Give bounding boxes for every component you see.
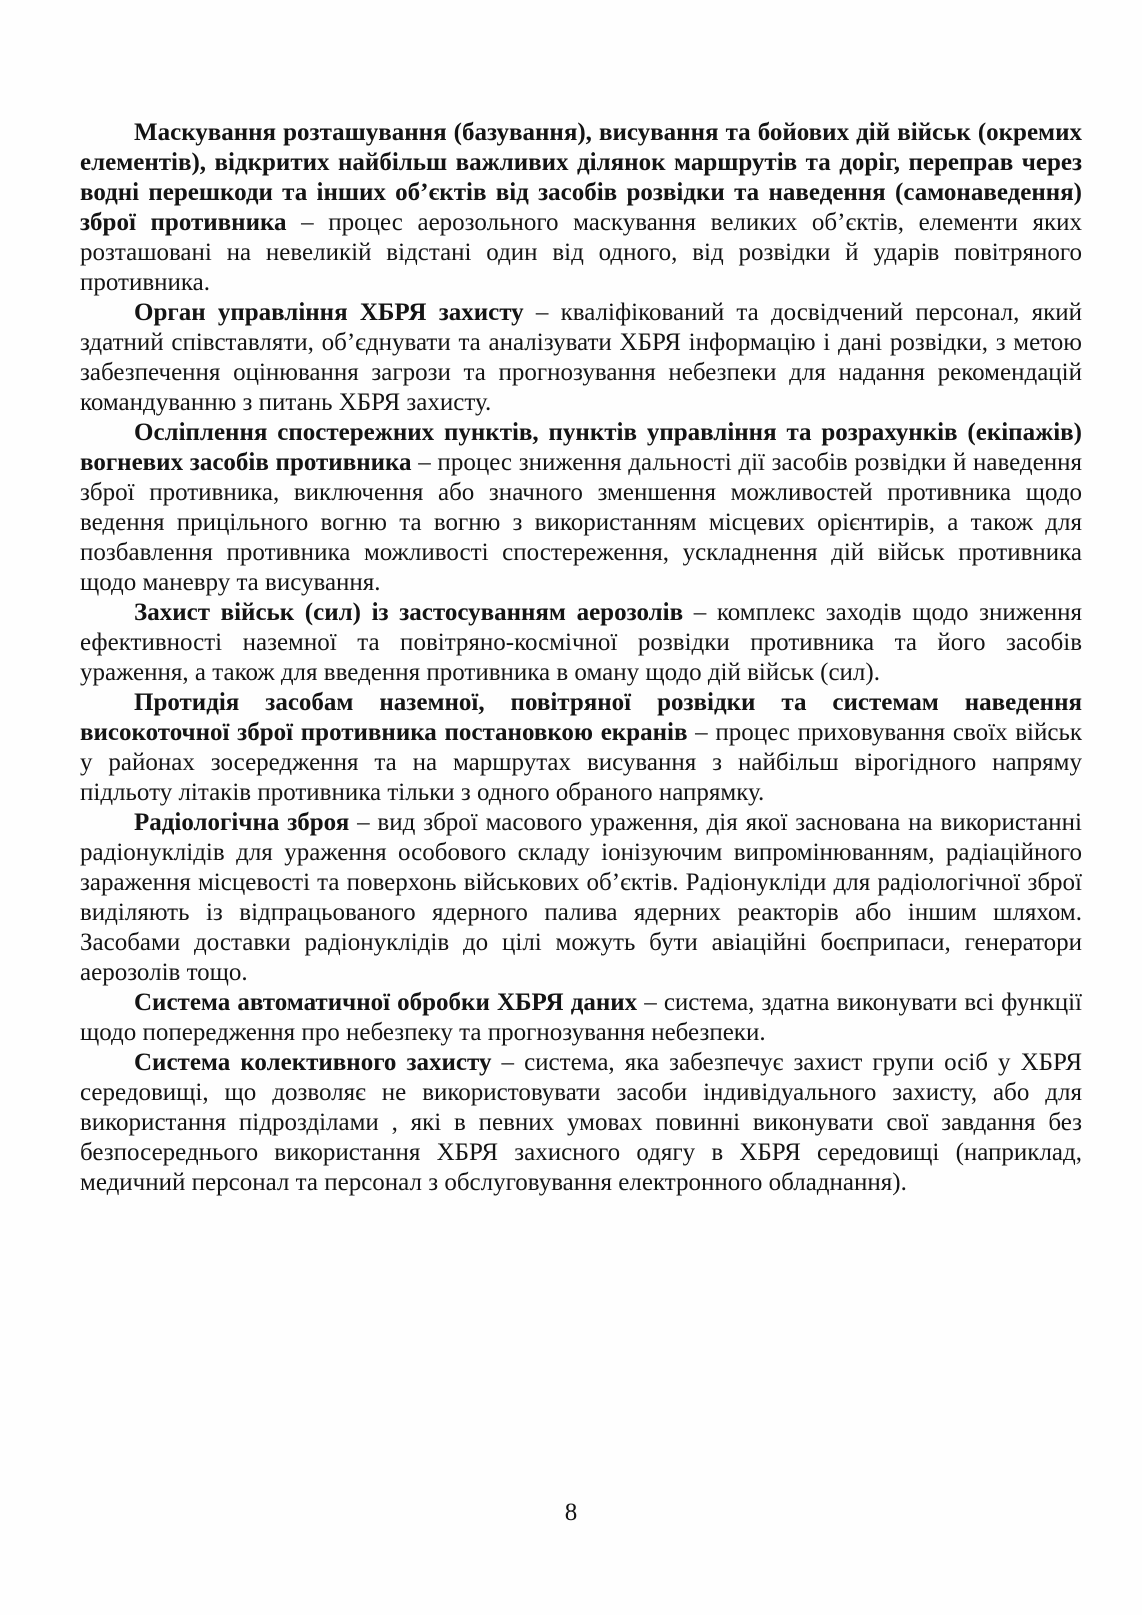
- definition-text: – процес аерозольного маскування великих об’єктів, елементи яких розташовані на невеликій відстані один від одного, від розвідки й ударів повітряного противника.: [80, 209, 1082, 296]
- page-number: 8: [564, 1499, 578, 1526]
- document-body: [80, 118, 1082, 1198]
- definition-paragraph: [80, 418, 1082, 598]
- term-text: Протидія засобам наземної, повітряної розвідки та системам наведення високоточної зброї противника постановкою екранів: [80, 689, 1082, 746]
- definition-paragraph: [80, 298, 1082, 418]
- definition-text: – кваліфікований та досвідчений персонал, який здатний співставляти, об’єднувати та аналізувати ХБРЯ інформацію і дані розвідки, з метою забезпечення оцінювання загрози та прогнозування небезпеки для надання рекомендацій командуванню з питань ХБРЯ захисту.: [80, 299, 1082, 416]
- definition-text: – комплекс заходів щодо зниження ефективності наземної та повітряно-космічної розвідки противника та його засобів ураження, а також для введення противника в оману щодо дій військ (сил).: [80, 599, 1083, 686]
- term-text: Система колективного захисту: [134, 1049, 492, 1076]
- definition-text: – вид зброї масового ураження, дія якої заснована на використанні радіонуклідів для ураження особового складу іонізуючим випромінюванням, радіаційного зараження місцевості та поверхонь військових об’єктів. Радіонукліди для радіологічної зброї виділяють із відпрацьованого ядерного палива ядерних реакторів або іншим шляхом. Засобами доставки радіонуклідів до цілі можуть бути авіаційні боєприпаси, генератори аерозолів тощо.: [80, 809, 1082, 986]
- definition-paragraph: [80, 118, 1082, 298]
- definition-paragraph: [80, 1048, 1082, 1198]
- definition-text: – процес зниження дальності дії засобів розвідки й наведення зброї противника, виключення або значного зменшення можливостей противника щодо ведення прицільного вогню та вогню з використанням місцевих орієнтирів, а також для позбавлення противника можливості спостереження, ускладнення дій військ противника щодо маневру та висування.: [80, 449, 1082, 596]
- term-text: Система автоматичної обробки ХБРЯ даних: [134, 989, 638, 1016]
- term-text: Радіологічна зброя: [134, 809, 350, 836]
- term-text: Захист військ (сил) із застосуванням аерозолів: [134, 599, 684, 626]
- definition-paragraph: [80, 808, 1082, 988]
- definition-paragraph: [80, 598, 1082, 688]
- term-text: Маскування розташування (базування), висування та бойових дій військ (окремих елементів), відкритих найбільш важливих ділянок маршрутів та доріг, переправ через водні перешкоди та інших об’єктів від засобів розвідки та наведення (самонаведення) зброї противника: [80, 119, 1082, 236]
- definition-text: – система, яка забезпечує захист групи осіб у ХБРЯ середовищі, що дозволяє не використовувати засоби індивідуального захисту, або для використання підрозділами , які в певних умовах повинні виконувати свої завдання без безпосереднього використання ХБРЯ захисного одягу в ХБРЯ середовищі (наприклад, медичний персонал та персонал з обслуговування електронного обладнання).: [80, 1049, 1082, 1196]
- term-text: Орган управління ХБРЯ захисту: [134, 299, 524, 326]
- definition-paragraph: [80, 988, 1082, 1048]
- definition-text: – система, здатна виконувати всі функції щодо попередження про небезпеку та прогнозування небезпеки.: [80, 989, 1082, 1046]
- term-text: Осліплення спостережних пунктів, пунктів управління та розрахунків (екіпажів) вогневих засобів противника: [80, 419, 1082, 476]
- definition-text: – процес приховування своїх військ у районах зосередження та на маршрутах висування з найбільш вірогідного напряму підльоту літаків противника тільки з одного обраного напрямку.: [80, 719, 1082, 806]
- definition-paragraph: [80, 688, 1082, 808]
